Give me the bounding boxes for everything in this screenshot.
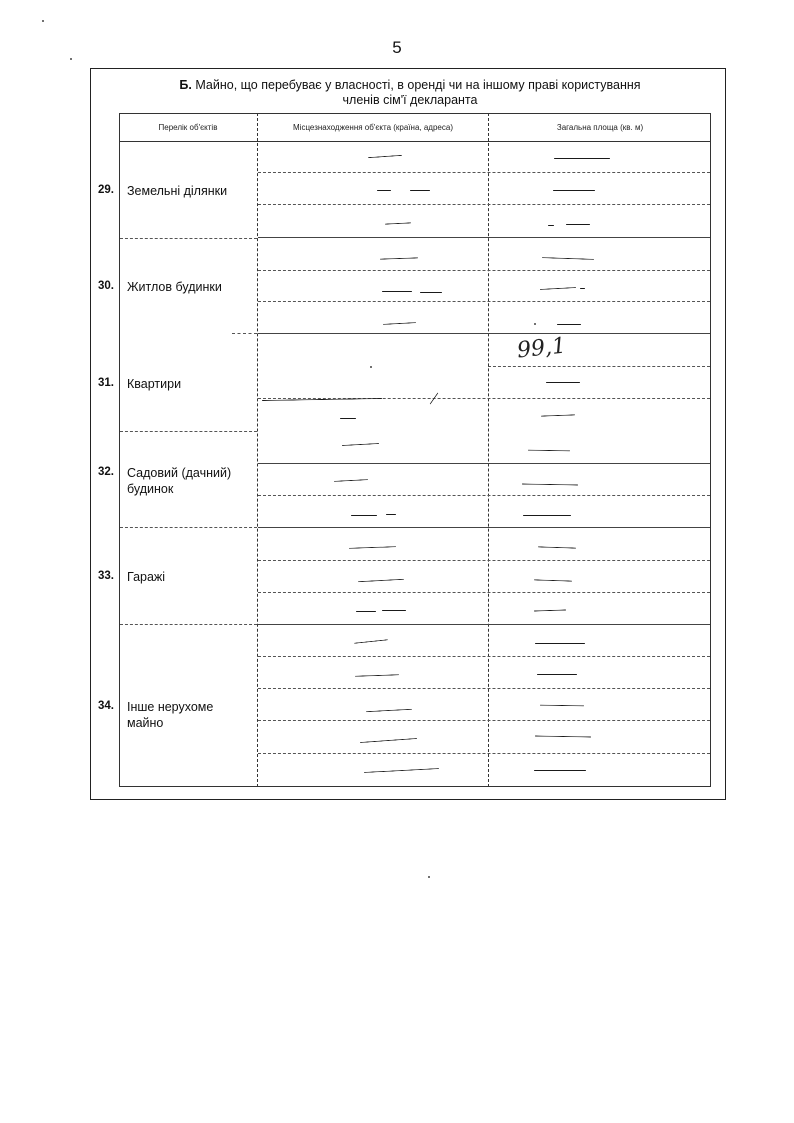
row-number-32: 32. (98, 466, 114, 478)
column-header-location: Місцезнаходження об'єкта (країна, адреса) (293, 123, 453, 132)
row-line (258, 624, 710, 625)
row-line (258, 688, 710, 689)
scan-speck (70, 58, 72, 60)
row-line (258, 301, 710, 302)
dash-mark (580, 288, 585, 289)
row-number-30: 30. (98, 280, 114, 292)
row-line (258, 592, 710, 593)
page-number: 5 (392, 38, 402, 57)
row-line (258, 204, 710, 205)
row-line (258, 237, 710, 238)
row-line (488, 366, 710, 367)
group-separator (120, 624, 257, 625)
dash-mark (546, 382, 580, 383)
dash-mark (340, 418, 356, 419)
dash-mark (534, 770, 586, 771)
dash-mark (548, 225, 554, 226)
dash-mark (566, 224, 590, 225)
dash-mark (356, 611, 376, 612)
dash-mark (537, 674, 577, 675)
scan-speck (428, 876, 430, 878)
dash-mark (553, 190, 595, 191)
row-label-other-property: Інше нерухоме майно (127, 700, 214, 730)
dash-mark (554, 158, 610, 159)
section-title-line1: Майно, що перебуває у власності, в оренді чи на іншому праві користування (195, 78, 641, 92)
row-number-31: 31. (98, 377, 114, 389)
row-line (258, 720, 710, 721)
row-line (258, 270, 710, 271)
property-table (119, 113, 711, 787)
dash-mark (386, 514, 396, 515)
column-divider-2 (488, 113, 489, 787)
dash-mark (523, 515, 571, 516)
handwritten-area-value: 99,1 (515, 333, 568, 364)
dash-mark (535, 643, 585, 644)
group-separator (120, 431, 257, 432)
row-line (258, 753, 710, 754)
dash-mark (377, 190, 391, 191)
row-label-houses: Житлов будинки (127, 280, 222, 294)
row-number-33: 33. (98, 570, 114, 582)
group-separator (232, 333, 257, 334)
scan-speck (370, 366, 372, 368)
dash-mark (410, 190, 430, 191)
dash-mark (382, 291, 412, 292)
row-line (258, 172, 710, 173)
ink-speck (534, 323, 536, 325)
row-number-29: 29. (98, 184, 114, 196)
row-label-land: Земельні ділянки (127, 184, 228, 198)
row-number-34: 34. (98, 700, 114, 712)
group-separator (120, 527, 257, 528)
row-line (258, 656, 710, 657)
scan-speck (42, 20, 44, 22)
row-line (258, 495, 710, 496)
row-line (258, 463, 710, 464)
section-title (150, 78, 670, 108)
row-line (258, 560, 710, 561)
dash-mark (351, 515, 377, 516)
group-separator (120, 238, 257, 239)
row-line (258, 527, 710, 528)
dash-mark (557, 324, 581, 325)
row-line (258, 333, 710, 334)
column-header-area: Загальна площа (кв. м) (556, 123, 644, 132)
column-divider-1 (257, 113, 258, 787)
column-header-objects: Перелік об'єктів (158, 123, 218, 132)
row-label-garden-house: Садовий (дачний) будинок (127, 466, 232, 496)
section-title-line2: членів сім'ї декларанта (342, 93, 478, 107)
section-letter: Б. (179, 78, 192, 92)
table-header-divider (119, 141, 711, 142)
row-label-garages: Гаражі (127, 570, 166, 584)
dash-mark (382, 610, 406, 611)
dash-mark (420, 292, 442, 293)
row-label-apartments: Квартири (127, 377, 182, 391)
